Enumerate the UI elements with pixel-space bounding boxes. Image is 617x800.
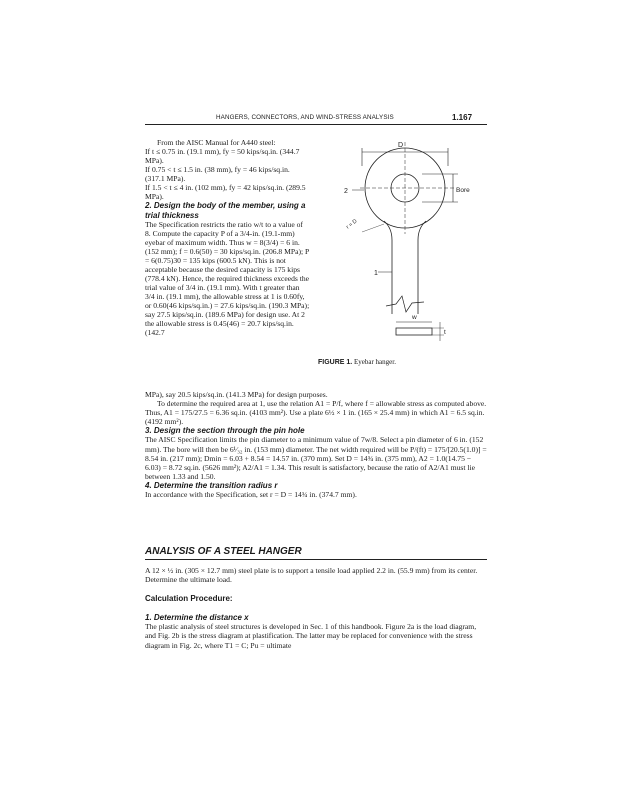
figure-caption-label: FIGURE 1. [318, 359, 353, 366]
calculation-procedure-heading: Calculation Procedure: [145, 594, 233, 604]
figure-label-d: D [398, 142, 404, 149]
figure-label-2: 2 [344, 188, 348, 195]
figure-label-w: w [412, 314, 417, 321]
paragraph-step-3: The AISC Specification limits the pin diameter to a minimum value of 7w/8. Select a pin diameter of 6 in. (152 mm). The bore will then be 6¹⁄₃₂ in. (153 mm) diameter. The net width required will be P/(ft) = 175/[20.5(1.0)] = 8.54 in. (217 mm); Dmin = 6.03 + 8.54 = 14.57 in. (370 mm). Set D = 14¾ in. (375 mm), A2 = 1.0(14.75 − 6.03) = 8.72 sq.in. (5626 mm²); A2/A1 = 1.34. This result is satisfactory, because the ratio of A2/A1 must lie between 1.33 and 1.50. [145, 435, 487, 481]
left-column [145, 138, 310, 338]
full-width-block-2 [145, 566, 487, 650]
paragraph-fy1: If t ≤ 0.75 in. (19.1 mm), fy = 50 kips/sq.in. (344.7 MPa). [145, 147, 300, 166]
paragraph-step-2: The Specification restricts the ratio w/t to a value of 8. Compute the capacity P of a 3/4-in. (19.1-mm) eyebar of maximum width. Thus w = 8(3/4) = 6 in. (152 mm); f = 0.6(50) = 30 kips/sq.in. (206.8 MPa); P = 6(0.75)30 = 135 kips (600.5 kN). This is not acceptable because the desired capacity is 175 kips (778.4 kN). Hence, the required thickness exceeds the trial value of 3/4 in. (19.1 mm). With t greater than 3/4 in. (19.1 mm), the allowable stress at 1 is 0.60fy, or 0.60(46 kips/sq.in.) = 27.6 kips/sq.in. (190.3 MPa); say 27.5 kips/sq.in. (189.6 MPa) for design use. At 2 the allowable stress is 0.45(46) = 20.7 kips/sq.in. (142.7 [145, 219, 310, 338]
paragraph-intro: From the AISC Manual for A440 steel: [157, 138, 276, 147]
figure-label-t: t [444, 329, 446, 336]
page-number: 1.167 [452, 113, 473, 122]
cross-section [396, 328, 432, 335]
figure-label-1: 1 [374, 270, 378, 277]
paragraph-fy2: If 0.75 < t ≤ 1.5 in. (38 mm), fy = 46 kips/sq.in. (317.1 MPa). [145, 165, 290, 184]
paragraph-step-4: In accordance with the Specification, set r = D = 14¾ in. (374.7 mm). [145, 490, 357, 500]
step-1-heading: 1. Determine the distance x [145, 613, 249, 623]
full-width-block-1 [145, 390, 487, 499]
section-rule [145, 559, 487, 560]
paragraph-step-1: The plastic analysis of steel structures is developed in Sec. 1 of this handbook. Figure 2a is the load diagram, and Fig. 2b is the stress diagram at plastification. The latter may be replaced for convenience with the stress diagram in Fig. 2c, where T1 = C; Pu = ultimate [145, 622, 477, 650]
step-2-heading: 2. Design the body of the member, using a trial thickness [145, 201, 306, 220]
eyebar-figure [340, 132, 490, 352]
eyebar-shank [384, 221, 426, 314]
step-4-heading: 4. Determine the transition radius r [145, 480, 278, 490]
header-rule [145, 124, 487, 125]
paragraph-fy3: If 1.5 < t ≤ 4 in. (102 mm), fy = 42 kips/sq.in. (289.5 MPa). [145, 183, 306, 202]
paragraph-problem: A 12 × ½ in. (305 × 12.7 mm) steel plate is to support a tensile load applied 2.2 in. (55.9 mm) from its center. Determine the ultimate load. [145, 566, 478, 585]
figure-label-radius: r = D [345, 218, 359, 231]
paragraph-step-2b: To determine the required area at 1, use the relation A1 = P/f, where f = allowable stress as computed above. Thus, A1 = 175/27.5 = 6.36 sq.in. (4103 mm²). Use a plate 6½ × 1 in. (165 × 25.4 mm) in which A1 = 6.5 sq.in. (4192 mm²). [145, 399, 487, 427]
paragraph-step-2-cont: MPa), say 20.5 kips/sq.in. (141.3 MPa) for design purposes. [145, 390, 328, 399]
step-3-heading: 3. Design the section through the pin hole [145, 426, 305, 436]
section-title: ANALYSIS OF A STEEL HANGER [145, 546, 302, 557]
running-header: HANGERS, CONNECTORS, AND WIND-STRESS ANALYSIS [216, 114, 394, 121]
figure-caption [318, 358, 396, 366]
figure-caption-text: Eyebar hanger. [353, 358, 396, 366]
figure-label-bore: Bore [456, 187, 470, 194]
